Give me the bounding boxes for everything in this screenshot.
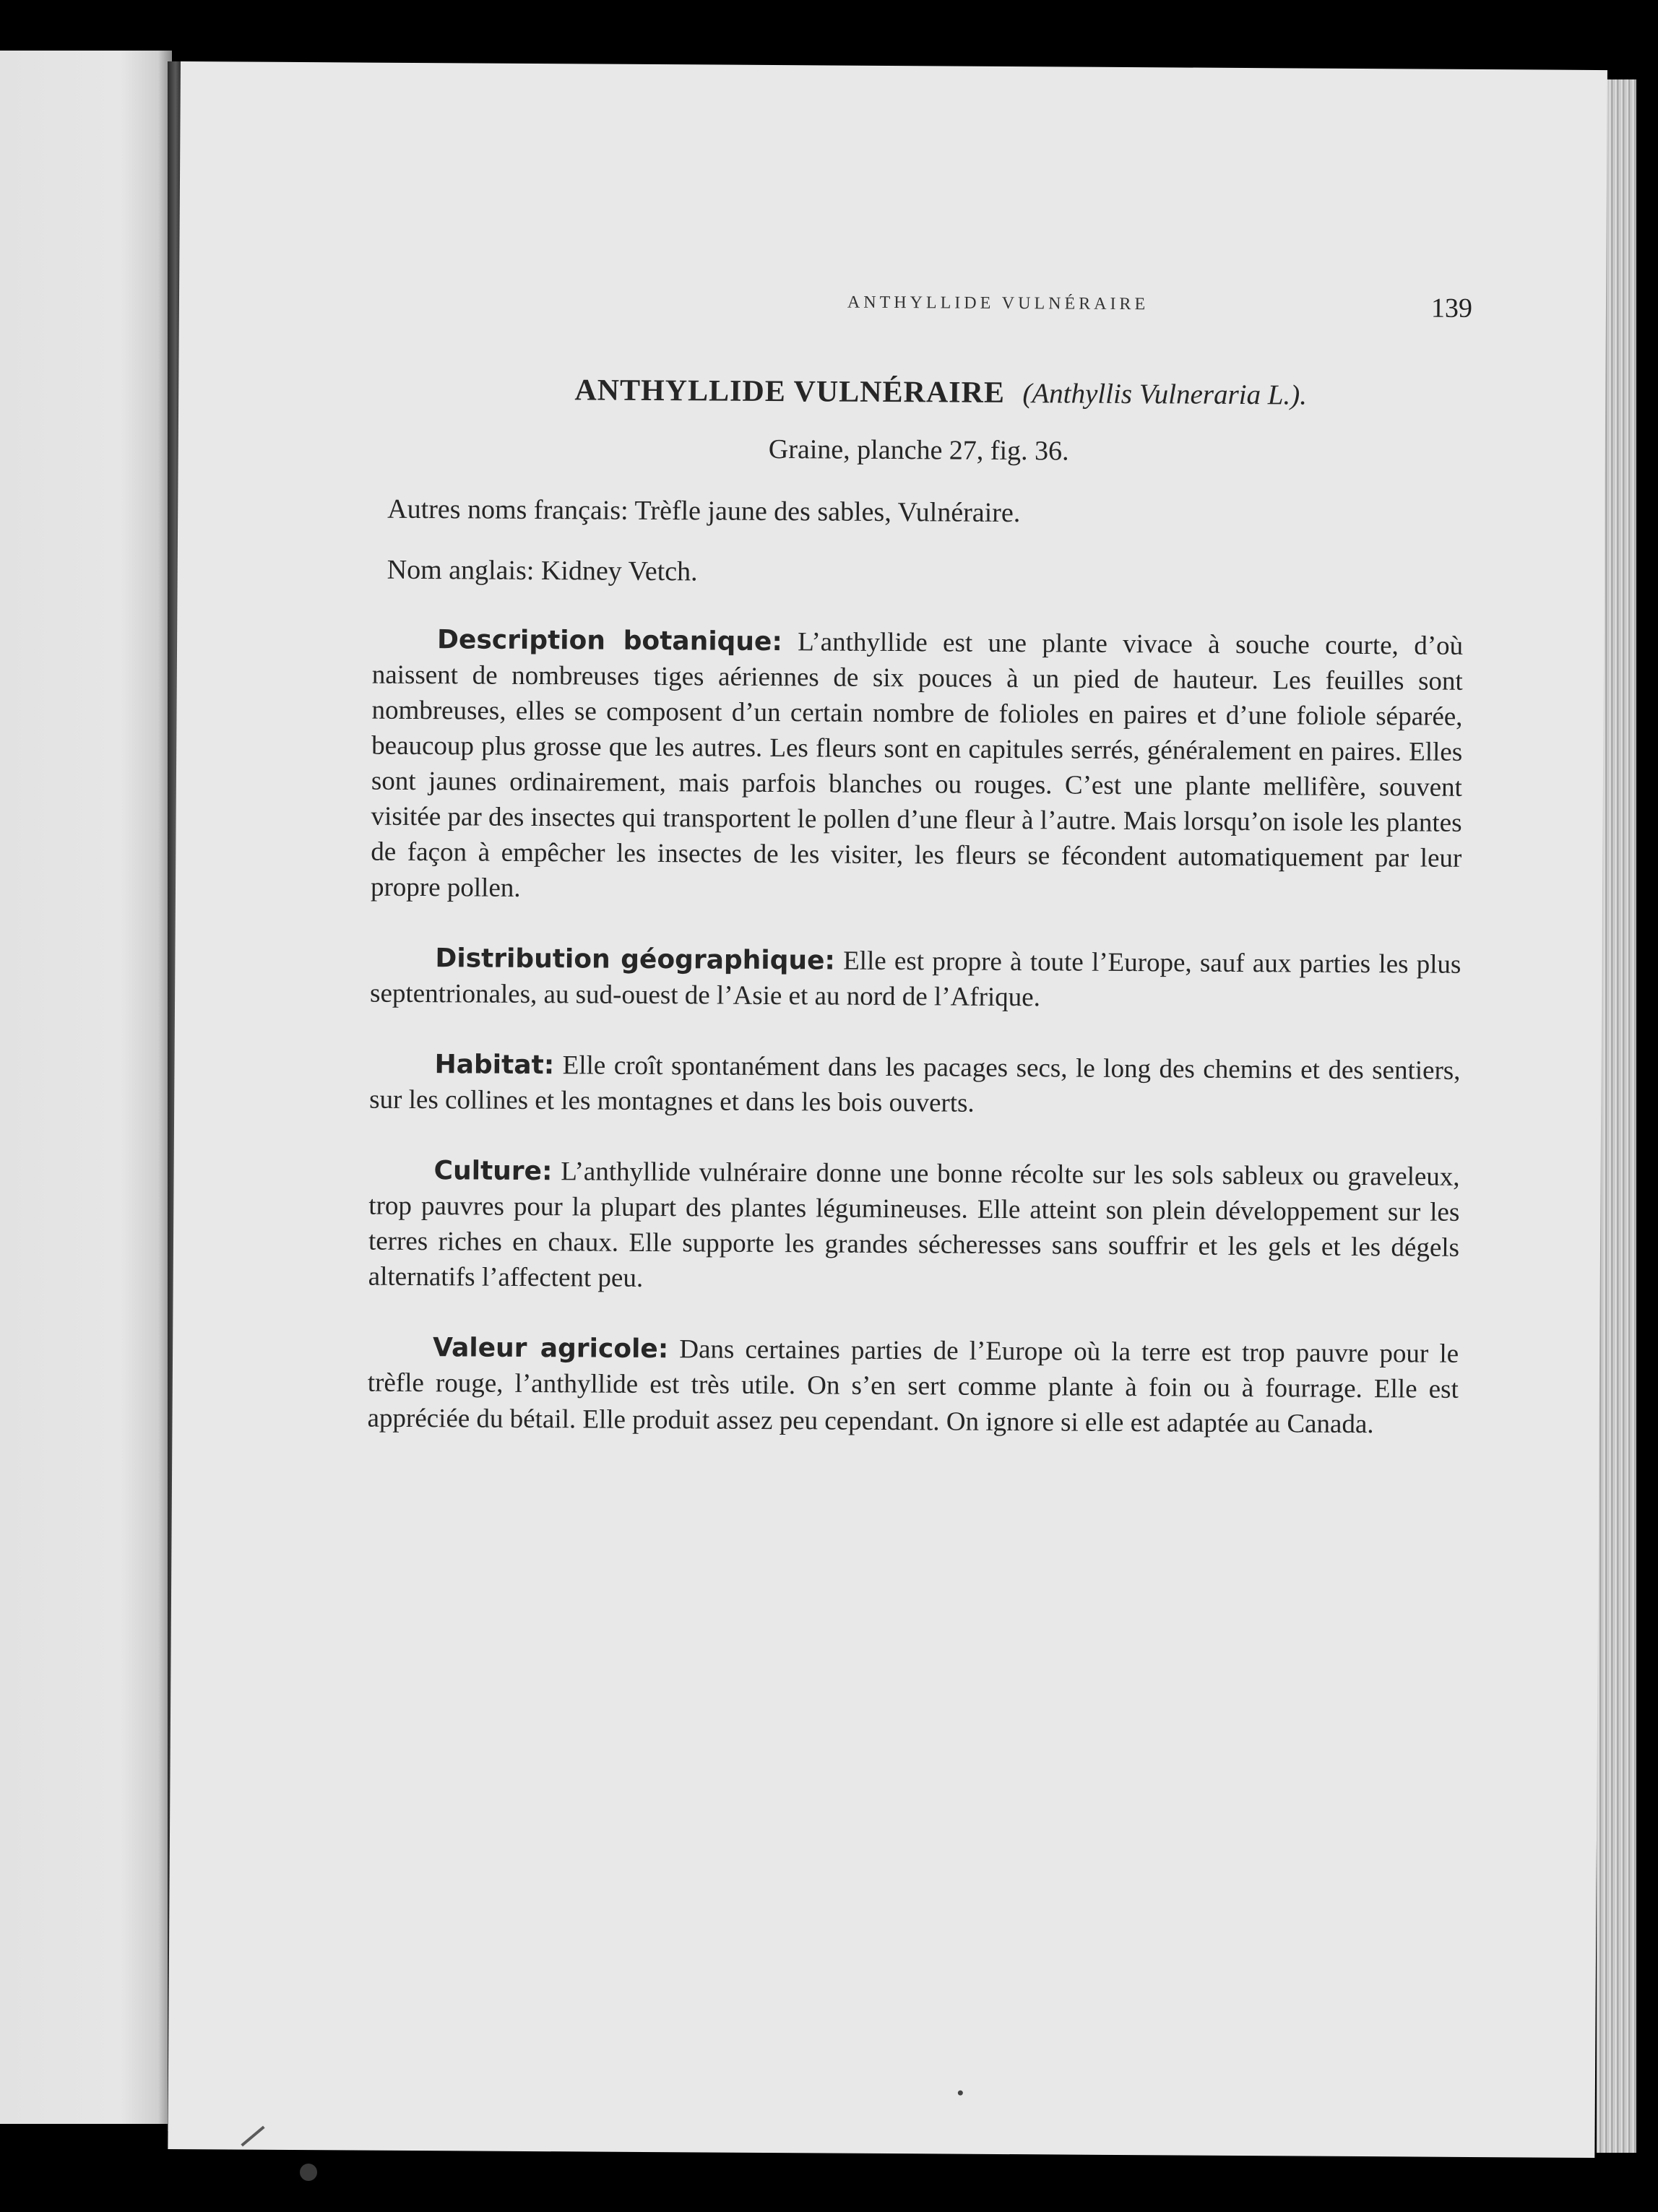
running-head (663, 292, 1472, 333)
section-label: Habitat: (434, 1050, 555, 1081)
section-label: Culture: (433, 1156, 553, 1187)
entry-latin-name: (Anthyllis Vulneraria L.). (1022, 378, 1308, 411)
section-text: L’anthyllide est une plante vivace à souche courte, d’où naissent de nombreuses tiges aériennes de six pouces à un pied de hauteur. Les feuilles sont nombreuses, elles se composent d’un certain nombre de folioles en paires et d’une foliole séparée, beaucoup plus grosse que les autres. Les fleurs sont en capitules serrés, généralement en paires. Elles sont jaunes ordinairement, mais parfois blanches ou rouges. C’est une plante mellifère, souvent visitée par des insectes qui transportent le pollen d’une fleur à l’autre. Mais lorsqu’on isole les plantes de façon à empêcher les insectes de les visiter, les fleurs se fécondent automatiquement par leur propre pollen. (370, 627, 1464, 903)
section-label: Description botanique: (436, 625, 782, 657)
entry-title: ANTHYLLIDE VULNÉRAIRE (574, 373, 1006, 410)
scan-artifact-mark (300, 2164, 317, 2181)
book-page (168, 61, 1607, 2158)
section-description (371, 622, 1463, 912)
page-number: 139 (1430, 293, 1473, 324)
section-label: Valeur agricole: (433, 1333, 669, 1365)
section-text: L’anthyllide vulnéraire donne une bonne récolte sur les sols sableux ou graveleux, trop pauvres pour la plupart des plantes légumineuses. Elle atteint son plein développement sur les terres riches en chaux. Elle supporte les grandes sécheresses sans souffrir et les gels et les dégels alternatifs l’affectent peu. (368, 1157, 1460, 1293)
entry-title-line (417, 372, 1464, 413)
section-text: Elle croît spontanément dans les pacages secs, le long des chemins et des sentiers, sur les collines et les montagnes et dans les bois ouverts. (369, 1050, 1461, 1118)
section-distribution (370, 941, 1461, 1018)
section-text: Elle est propre à toute l’Europe, sauf aux parties les plus septentrionales, au sud-ouest de l’Asie et au nord de l’Afrique. (369, 946, 1461, 1013)
section-culture (368, 1153, 1460, 1301)
other-french-names: Autres noms français: Trèfle jaune des sables, Vulnéraire. (387, 493, 1021, 529)
running-head-title: ANTHYLLIDE VULNÉRAIRE (847, 293, 1149, 314)
section-agricultural-value (367, 1330, 1459, 1443)
page-dot-mark (958, 2091, 963, 2096)
section-label: Distribution géographique: (435, 943, 836, 976)
section-text: Dans certaines parties de l’Europe où la terre est trop pauvre pour le trèfle rouge, l’anthyllide est très utile. On s’en sert comme plante à foin ou à fourrage. Elle est appréciée du bétail. Elle produit assez peu cependant. On ignore si elle est adaptée au Canada. (367, 1334, 1459, 1440)
page-content (367, 372, 1464, 1478)
seed-reference: Graine, planche 27, fig. 36. (768, 433, 1069, 467)
english-name: Nom anglais: Kidney Vetch. (387, 554, 698, 587)
section-habitat (369, 1047, 1461, 1124)
left-page-edge (0, 51, 172, 2124)
